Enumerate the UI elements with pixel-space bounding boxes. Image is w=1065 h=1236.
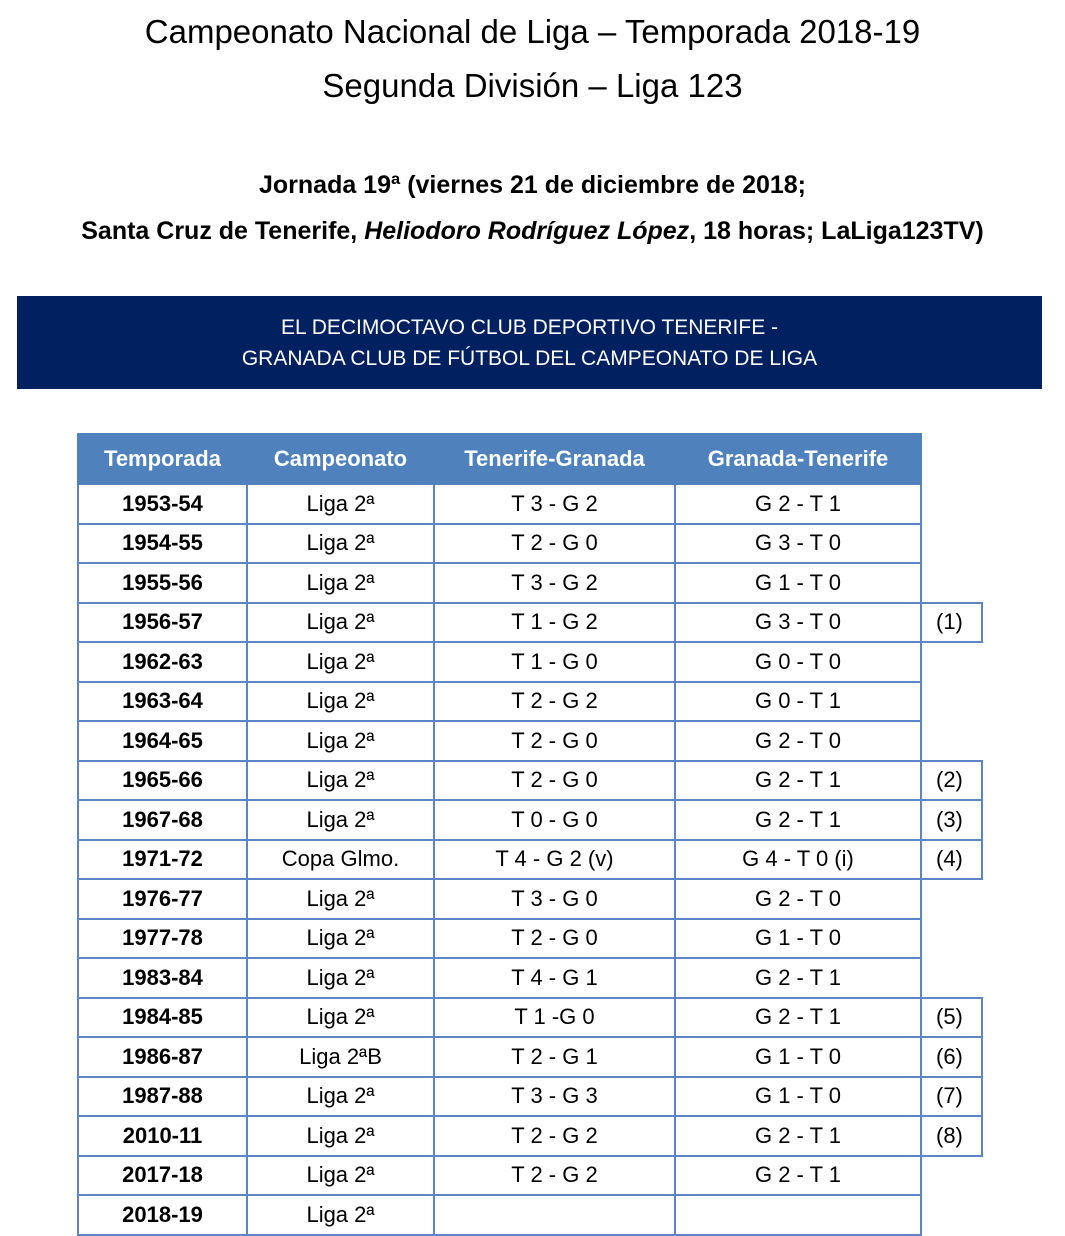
granada-tenerife-result: G 2 - T 1 bbox=[675, 958, 921, 998]
table-row bbox=[78, 563, 982, 603]
tenerife-granada-result: T 2 - G 1 bbox=[434, 1037, 675, 1077]
note-cell bbox=[921, 919, 982, 959]
competition-cell: Liga 2ª bbox=[247, 800, 434, 840]
season-cell: 2017-18 bbox=[78, 1156, 247, 1196]
competition-cell: Copa Glmo. bbox=[247, 840, 434, 880]
table-row bbox=[78, 1037, 982, 1077]
tenerife-granada-result: T 1 - G 2 bbox=[434, 603, 675, 643]
season-cell: 1976-77 bbox=[78, 879, 247, 919]
note-cell bbox=[921, 642, 982, 682]
venue-city: Santa Cruz de Tenerife, bbox=[81, 217, 365, 245]
season-cell: 2010-11 bbox=[78, 1116, 247, 1156]
note-cell: (1) bbox=[921, 603, 982, 643]
competition-cell: Liga 2ª bbox=[247, 761, 434, 801]
competition-cell: Liga 2ª bbox=[247, 484, 434, 524]
season-cell: 1963-64 bbox=[78, 682, 247, 722]
season-cell: 1986-87 bbox=[78, 1037, 247, 1077]
document-title: Campeonato Nacional de Liga – Temporada 2018-19 bbox=[144, 13, 921, 50]
season-cell: 1965-66 bbox=[78, 761, 247, 801]
tenerife-granada-result: T 2 - G 0 bbox=[434, 721, 675, 761]
note-cell bbox=[921, 721, 982, 761]
granada-tenerife-result: G 1 - T 0 bbox=[675, 919, 921, 959]
tenerife-granada-result: T 2 - G 0 bbox=[434, 761, 675, 801]
competition-cell: Liga 2ª bbox=[247, 642, 434, 682]
tenerife-granada-result: T 4 - G 2 (v) bbox=[434, 840, 675, 880]
granada-tenerife-result: G 2 - T 1 bbox=[675, 761, 921, 801]
granada-tenerife-result: G 2 - T 1 bbox=[675, 484, 921, 524]
note-cell bbox=[921, 484, 982, 524]
granada-tenerife-result: G 2 - T 0 bbox=[675, 721, 921, 761]
head-to-head-table bbox=[77, 433, 983, 1236]
granada-tenerife-result: G 1 - T 0 bbox=[675, 1037, 921, 1077]
tenerife-granada-result: T 1 -G 0 bbox=[434, 998, 675, 1038]
season-cell: 1955-56 bbox=[78, 563, 247, 603]
header-tenerife-granada: Tenerife-Granada bbox=[434, 434, 675, 484]
season-cell: 1954-55 bbox=[78, 524, 247, 564]
competition-cell: Liga 2ª bbox=[247, 1156, 434, 1196]
season-cell: 1984-85 bbox=[78, 998, 247, 1038]
tenerife-granada-result: T 2 - G 2 bbox=[434, 682, 675, 722]
note-cell bbox=[921, 879, 982, 919]
granada-tenerife-result: G 3 - T 0 bbox=[675, 603, 921, 643]
tenerife-granada-result: T 3 - G 0 bbox=[434, 879, 675, 919]
competition-cell: Liga 2ª bbox=[247, 958, 434, 998]
note-cell: (5) bbox=[921, 998, 982, 1038]
table-row bbox=[78, 682, 982, 722]
header-competition: Campeonato bbox=[247, 434, 434, 484]
season-cell: 2018-19 bbox=[78, 1195, 247, 1235]
competition-cell: Liga 2ª bbox=[247, 919, 434, 959]
header-granada-tenerife: Granada-Tenerife bbox=[675, 434, 921, 484]
granada-tenerife-result: G 0 - T 1 bbox=[675, 682, 921, 722]
competition-cell: Liga 2ª bbox=[247, 998, 434, 1038]
note-cell bbox=[921, 1195, 982, 1235]
table-row bbox=[78, 800, 982, 840]
venue-info bbox=[0, 215, 1065, 247]
granada-tenerife-result: G 2 - T 1 bbox=[675, 998, 921, 1038]
season-cell: 1962-63 bbox=[78, 642, 247, 682]
granada-tenerife-result: G 2 - T 1 bbox=[675, 1116, 921, 1156]
tenerife-granada-result: T 4 - G 1 bbox=[434, 958, 675, 998]
table-row bbox=[78, 1195, 982, 1235]
header-season: Temporada bbox=[78, 434, 247, 484]
table-header-row bbox=[78, 434, 982, 484]
tenerife-granada-result: T 2 - G 0 bbox=[434, 919, 675, 959]
competition-cell: Liga 2ª bbox=[247, 524, 434, 564]
table-row bbox=[78, 840, 982, 880]
banner-line-1: EL DECIMOCTAVO CLUB DEPORTIVO TENERIFE - bbox=[280, 315, 779, 339]
tenerife-granada-result bbox=[434, 1195, 675, 1235]
granada-tenerife-result: G 0 - T 0 bbox=[675, 642, 921, 682]
granada-tenerife-result: G 4 - T 0 (i) bbox=[675, 840, 921, 880]
competition-cell: Liga 2ª bbox=[247, 1077, 434, 1117]
table-row bbox=[78, 524, 982, 564]
season-cell: 1983-84 bbox=[78, 958, 247, 998]
fixture-banner bbox=[17, 296, 1042, 389]
granada-tenerife-result: G 2 - T 1 bbox=[675, 1156, 921, 1196]
kickoff-broadcast: , 18 horas; LaLiga123TV) bbox=[689, 217, 984, 245]
season-cell: 1956-57 bbox=[78, 603, 247, 643]
table-row bbox=[78, 484, 982, 524]
tenerife-granada-result: T 2 - G 0 bbox=[434, 524, 675, 564]
note-cell: (3) bbox=[921, 800, 982, 840]
season-cell: 1967-68 bbox=[78, 800, 247, 840]
competition-cell: Liga 2ª bbox=[247, 879, 434, 919]
season-cell: 1977-78 bbox=[78, 919, 247, 959]
tenerife-granada-result: T 2 - G 2 bbox=[434, 1116, 675, 1156]
table-row bbox=[78, 1116, 982, 1156]
season-cell: 1964-65 bbox=[78, 721, 247, 761]
season-cell: 1987-88 bbox=[78, 1077, 247, 1117]
table-row bbox=[78, 761, 982, 801]
granada-tenerife-result: G 2 - T 1 bbox=[675, 800, 921, 840]
table-row bbox=[78, 1156, 982, 1196]
competition-cell: Liga 2ª bbox=[247, 721, 434, 761]
note-cell: (7) bbox=[921, 1077, 982, 1117]
matchday-info: Jornada 19ª (viernes 21 de diciembre de 2018; bbox=[258, 171, 807, 199]
table-row bbox=[78, 919, 982, 959]
tenerife-granada-result: T 1 - G 0 bbox=[434, 642, 675, 682]
granada-tenerife-result: G 3 - T 0 bbox=[675, 524, 921, 564]
document-subtitle: Segunda División – Liga 123 bbox=[322, 67, 743, 104]
tenerife-granada-result: T 3 - G 2 bbox=[434, 563, 675, 603]
season-cell: 1953-54 bbox=[78, 484, 247, 524]
note-cell bbox=[921, 563, 982, 603]
competition-cell: Liga 2ª bbox=[247, 603, 434, 643]
table-row bbox=[78, 603, 982, 643]
table-row bbox=[78, 958, 982, 998]
note-cell bbox=[921, 1156, 982, 1196]
stadium-name: Heliodoro Rodríguez López bbox=[364, 217, 690, 245]
granada-tenerife-result: G 2 - T 0 bbox=[675, 879, 921, 919]
tenerife-granada-result: T 3 - G 2 bbox=[434, 484, 675, 524]
note-cell: (2) bbox=[921, 761, 982, 801]
note-cell bbox=[921, 524, 982, 564]
granada-tenerife-result bbox=[675, 1195, 921, 1235]
table-row bbox=[78, 642, 982, 682]
competition-cell: Liga 2ª bbox=[247, 1195, 434, 1235]
note-cell: (4) bbox=[921, 840, 982, 880]
note-cell bbox=[921, 958, 982, 998]
note-cell: (6) bbox=[921, 1037, 982, 1077]
competition-cell: Liga 2ª bbox=[247, 1116, 434, 1156]
competition-cell: Liga 2ªB bbox=[247, 1037, 434, 1077]
note-cell: (8) bbox=[921, 1116, 982, 1156]
banner-line-2: GRANADA CLUB DE FÚTBOL DEL CAMPEONATO DE LIGA bbox=[241, 346, 818, 370]
granada-tenerife-result: G 1 - T 0 bbox=[675, 563, 921, 603]
granada-tenerife-result: G 1 - T 0 bbox=[675, 1077, 921, 1117]
table-row bbox=[78, 721, 982, 761]
tenerife-granada-result: T 0 - G 0 bbox=[434, 800, 675, 840]
competition-cell: Liga 2ª bbox=[247, 563, 434, 603]
season-cell: 1971-72 bbox=[78, 840, 247, 880]
tenerife-granada-result: T 2 - G 2 bbox=[434, 1156, 675, 1196]
note-cell bbox=[921, 682, 982, 722]
header-note bbox=[921, 434, 982, 484]
table-row bbox=[78, 879, 982, 919]
table-row bbox=[78, 1077, 982, 1117]
competition-cell: Liga 2ª bbox=[247, 682, 434, 722]
table-row bbox=[78, 998, 982, 1038]
tenerife-granada-result: T 3 - G 3 bbox=[434, 1077, 675, 1117]
